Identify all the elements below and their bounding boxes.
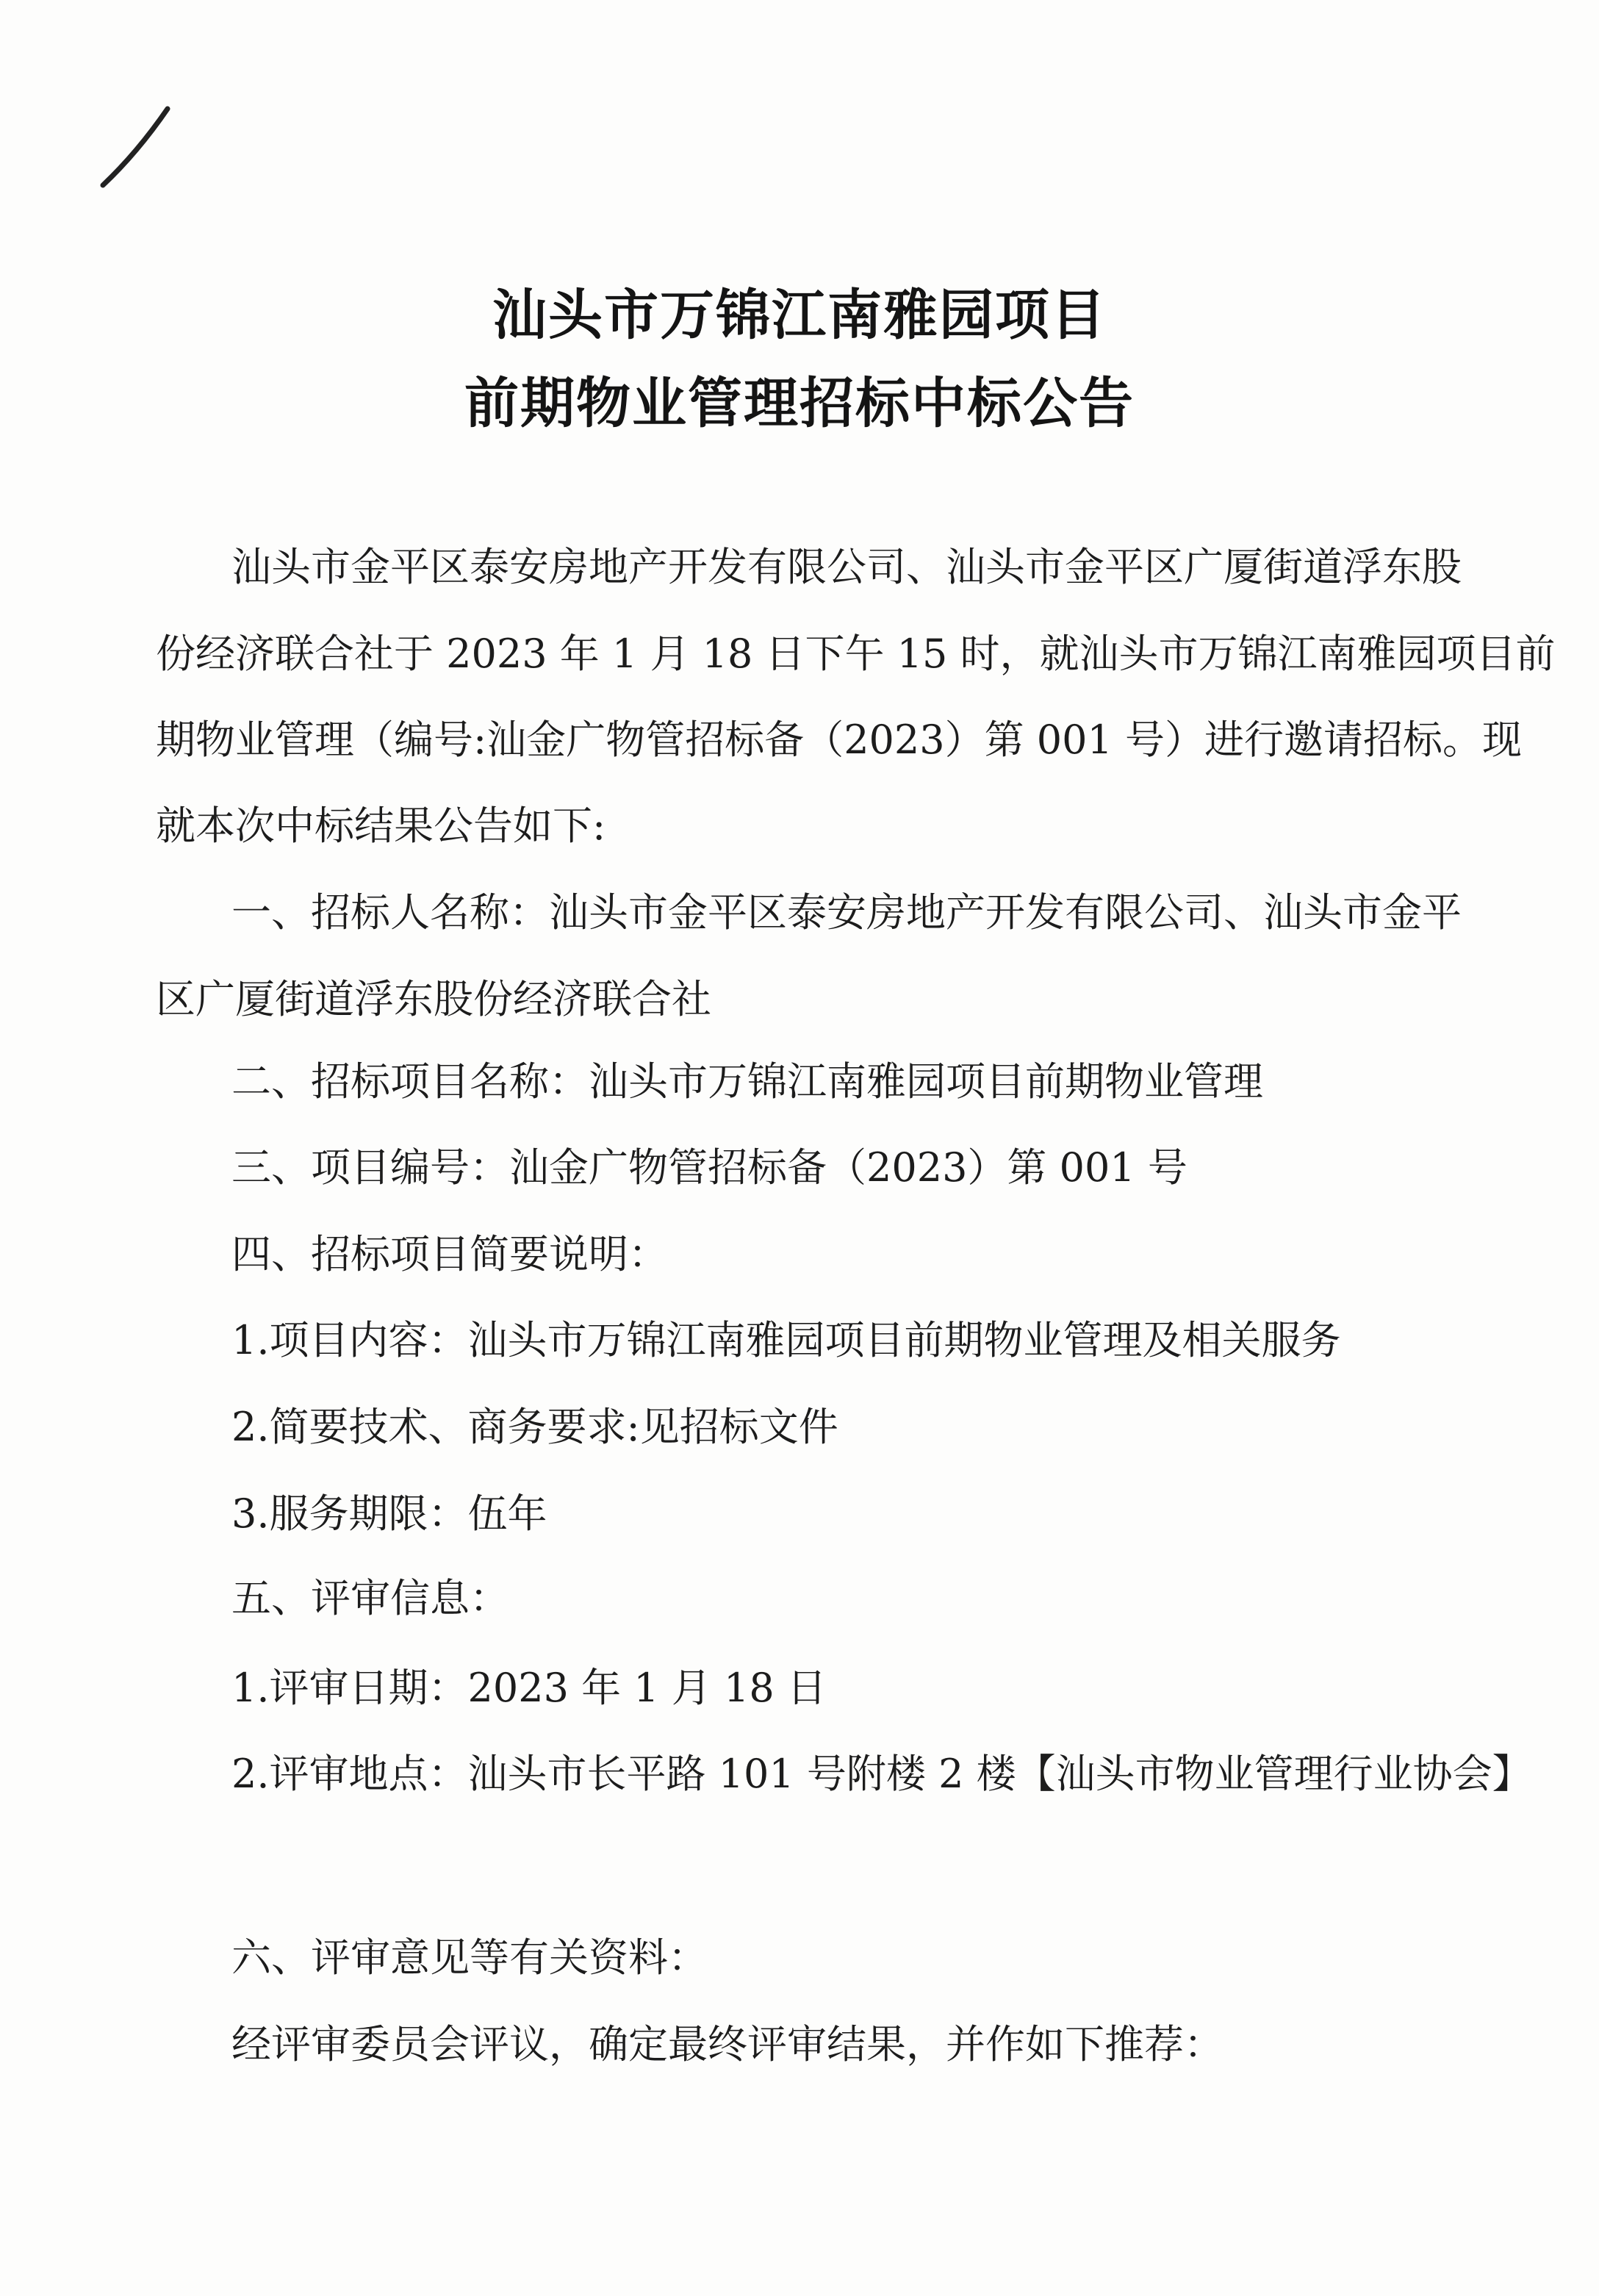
document-title-line-2: 前期物业管理招标中标公告 xyxy=(464,372,1135,435)
section-1-tenderer-name: 一、招标人名称：汕头市金平区泰安房地产开发有限公司、汕头市金平 xyxy=(231,889,1462,936)
section-3-project-number: 三、项目编号：汕金广物管招标备（2023）第 001 号 xyxy=(231,1144,1187,1191)
section-4-item: 1.项目内容：汕头市万锦江南雅园项目前期物业管理及相关服务 xyxy=(231,1317,1341,1363)
section-5-item: 1.评审日期：2023 年 1 月 18 日 xyxy=(231,1665,827,1711)
handwritten-slash-mark xyxy=(94,103,175,191)
section-6-text: 经评审委员会评议，确定最终评审结果，并作如下推荐： xyxy=(231,2021,1223,2067)
intro-line: 期物业管理（编号:汕金广物管招标备（2023）第 001 号）进行邀请招标。现 xyxy=(156,717,1523,763)
section-4-item: 2.简要技术、商务要求:见招标文件 xyxy=(231,1404,838,1450)
intro-line: 份经济联合社于 2023 年 1 月 18 日下午 15 时，就汕头市万锦江南雅园项目前 xyxy=(156,631,1556,677)
document-title-line-1: 汕头市万锦江南雅园项目 xyxy=(492,284,1107,347)
section-4-item: 3.服务期限：伍年 xyxy=(231,1490,547,1537)
section-1-tenderer-name-cont: 区广厦街道浮东股份经济联合社 xyxy=(156,976,711,1022)
intro-line: 汕头市金平区泰安房地产开发有限公司、汕头市金平区广厦街道浮东股 xyxy=(231,544,1462,590)
section-6-heading: 六、评审意见等有关资料： xyxy=(231,1934,708,1981)
section-4-heading: 四、招标项目简要说明： xyxy=(231,1231,668,1277)
section-2-project-name: 二、招标项目名称：汕头市万锦江南雅园项目前期物业管理 xyxy=(231,1058,1263,1105)
section-5-item: 2.评审地点：汕头市长平路 101 号附楼 2 楼【汕头市物业管理行业协会】 xyxy=(231,1751,1532,1797)
section-5-heading: 五、评审信息： xyxy=(231,1575,509,1621)
intro-line: 就本次中标结果公告如下: xyxy=(156,803,606,849)
